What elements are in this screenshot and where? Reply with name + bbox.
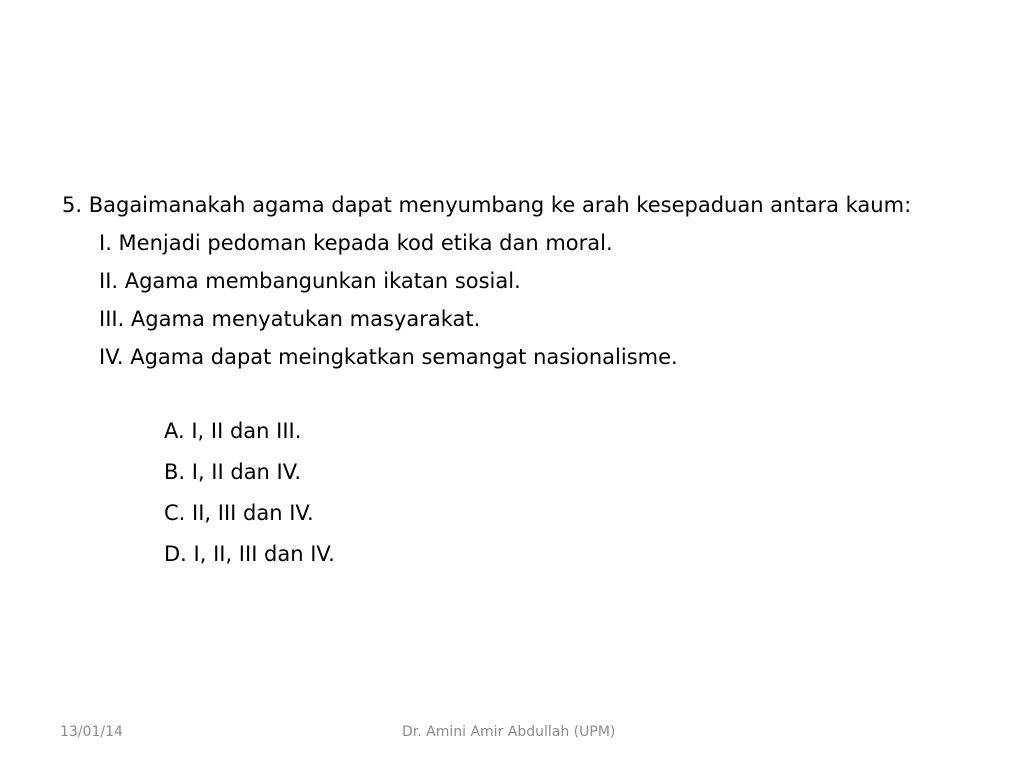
- statement-3: III. Agama menyatukan masyarakat.: [99, 307, 481, 331]
- option-c: C. II, III dan IV.: [164, 501, 314, 525]
- statement-1: I. Menjadi pedoman kepada kod etika dan moral.: [99, 231, 613, 255]
- option-a: A. I, II dan III.: [164, 419, 302, 443]
- answer-options: [62, 416, 962, 569]
- statement-4: IV. Agama dapat meingkatkan semangat nasionalisme.: [99, 345, 678, 369]
- question-stem: 5. Bagaimanakah agama dapat menyumbang ke arah kesepaduan antara kaum:: [62, 193, 912, 217]
- statement-2: II. Agama membangunkan ikatan sosial.: [99, 269, 521, 293]
- option-d: D. I, II, III dan IV.: [164, 542, 335, 566]
- option-b: B. I, II dan IV.: [164, 460, 302, 484]
- footer-author: Dr. Amini Amir Abdullah (UPM): [402, 724, 616, 740]
- question-block: [62, 190, 962, 580]
- footer-date: 13/01/14: [60, 724, 123, 740]
